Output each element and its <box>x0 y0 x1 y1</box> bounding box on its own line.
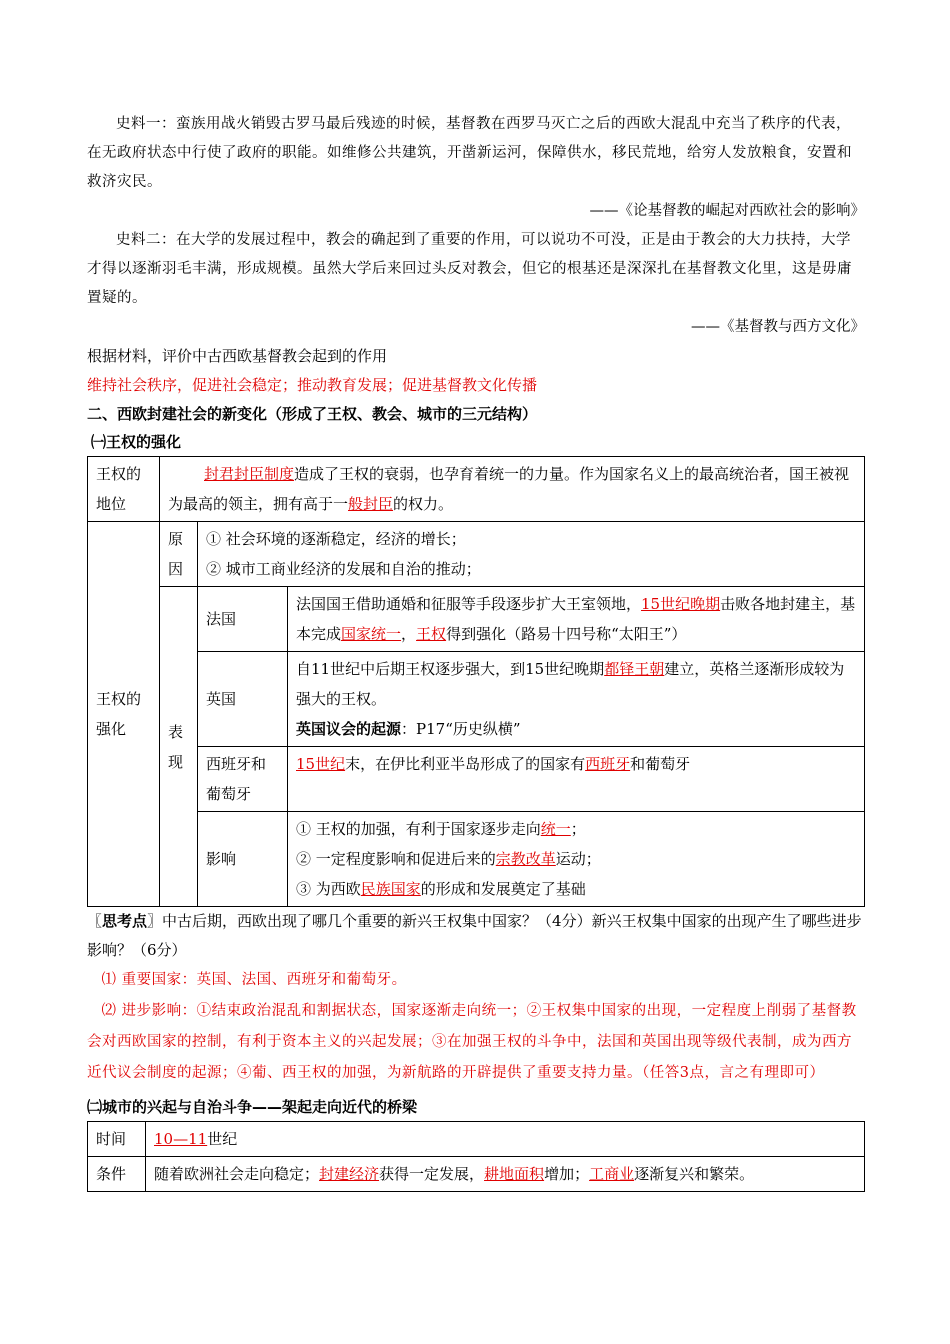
source-two-citation: ——《基督教与西方文化》 <box>691 319 865 335</box>
text: 增加； <box>544 1165 590 1183</box>
reason-content <box>198 522 865 587</box>
keyword: 15世纪晚期 <box>641 595 721 613</box>
text: ， <box>401 625 417 643</box>
think-label: 思考点 <box>102 912 148 930</box>
source-one-text: 史料一：蛮族用战火销毁古罗马最后残迹的时候，基督教在西罗马灭亡之后的西欧大混乱中充当了秩序的代表，在无政府状态中行使了政府的职能。如维修公共建筑，开凿新运河，保障供水，移民荒地，给穷人发放粮食，安置和救济灾民。 <box>87 116 852 190</box>
france-label: 法国 <box>198 587 288 652</box>
text: 的权力。 <box>393 495 454 513</box>
table-row <box>88 747 865 812</box>
think-answer-two: ⑵ 进步影响：①结束政治混乱和割据状态，国家逐渐走向统一；②王权集中国家的出现，一定程度上削弱了基督教会对西欧国家的控制，有利于资本主义的兴起发展；③在加强王权的斗争中，法国和英国出现等级代表制，成为西方近代议会制度的起源；④葡、西王权的加强，为新航路的开辟提供了重要支持力量。（任答3点，言之有理即可） <box>87 1003 857 1081</box>
royal-power-table <box>87 456 865 907</box>
parliament-origin-label: 英国议会的起源 <box>296 720 402 738</box>
source-two-text: 史料二：在大学的发展过程中，教会的确起到了重要的作用，可以说功不可没，正是由于教会的大力扶持，大学才得以逐渐羽毛丰满，形成规模。虽然大学后来回过头反对教会，但它的根基还是深深扎在基督教文化里，这是毋庸置疑的。 <box>87 232 852 306</box>
keyword: 王权 <box>416 625 447 643</box>
performance-label: 表现 <box>160 587 198 907</box>
keyword: 耕地面积 <box>484 1165 545 1183</box>
impact-item <box>296 874 856 904</box>
text: 和葡萄牙 <box>630 755 691 773</box>
table-row <box>88 457 865 522</box>
text: 获得一定发展， <box>379 1165 485 1183</box>
text: 法国国王借助通婚和征服等手段逐步扩大王室领地， <box>296 595 642 613</box>
keyword: 统一 <box>540 820 571 838</box>
impact-label: 影响 <box>198 812 288 907</box>
text: 得到强化（路易十四号称“太阳王”） <box>446 625 687 643</box>
think-point <box>87 907 865 965</box>
think-question: 中古后期，西欧出现了哪几个重要的新兴王权集中国家？（4分）新兴王权集中国家的出现产生了哪些进步影响？（6分） <box>87 912 862 959</box>
impact-content <box>288 812 865 907</box>
status-label: 王权的地位 <box>88 457 160 522</box>
keyword: 西班牙 <box>585 755 631 773</box>
text: ② 一定程度影响和促进后来的 <box>296 850 496 868</box>
subsection-two-title: ㈡城市的兴起与自治斗争——架起走向近代的桥梁 <box>87 1098 418 1116</box>
condition-content <box>146 1157 865 1192</box>
answer-one: 维持社会秩序，促进社会稳定；推动教育发展；促进基督教文化传播 <box>87 376 538 394</box>
think-answer-one: ⑴ 重要国家：英国、法国、西班牙和葡萄牙。 <box>101 972 407 988</box>
text: ③ 为西欧 <box>296 880 361 898</box>
reason-item: ② 城市工商业经济的发展和自治的推动； <box>206 560 481 578</box>
table-row <box>88 812 865 907</box>
keyword: 国家统一 <box>341 625 402 643</box>
table-row <box>88 1122 865 1157</box>
impact-item <box>296 844 856 874</box>
city-table <box>87 1121 865 1192</box>
keyword: 般封臣 <box>348 495 394 513</box>
table-row <box>88 587 865 652</box>
france-content <box>288 587 865 652</box>
document-page <box>87 110 865 1192</box>
text: 逐渐复兴和繁荣。 <box>634 1165 755 1183</box>
status-content <box>160 457 865 522</box>
table-row <box>88 522 865 587</box>
section-two-title: 二、西欧封建社会的新变化（形成了王权、教会、城市的三元结构） <box>87 405 538 423</box>
question-one: 根据材料，评价中古西欧基督教会起到的作用 <box>87 347 388 365</box>
keyword: 工商业 <box>589 1165 635 1183</box>
keyword: 封君封臣制度 <box>204 465 295 483</box>
text: 末，在伊比利亚半岛形成了的国家有 <box>345 755 586 773</box>
bracket: 〖 <box>87 912 103 930</box>
text: 的形成和发展奠定了基础 <box>420 880 586 898</box>
spain-content <box>288 747 865 812</box>
table-row <box>88 652 865 747</box>
keyword: 民族国家 <box>360 880 421 898</box>
bracket: 〗 <box>147 912 163 930</box>
england-label: 英国 <box>198 652 288 747</box>
keyword: 封建经济 <box>319 1165 380 1183</box>
subsection-one-title: ㈠王权的强化 <box>91 433 182 451</box>
keyword: 10—11 <box>154 1130 208 1148</box>
england-content <box>288 652 865 747</box>
table-row <box>88 1157 865 1192</box>
text: 随着欧洲社会走向稳定； <box>154 1165 320 1183</box>
source-one-citation: ——《论基督教的崛起对西欧社会的影响》 <box>589 203 865 219</box>
keyword: 15世纪 <box>296 755 346 773</box>
text: 造成了王权的衰弱，也孕育着统一的力量。作为国家名义上的最高统治者，国王被视为最高的领主，拥有高于一 <box>168 465 850 513</box>
text: 建立，英格兰逐渐形成较为强大的王权。 <box>296 660 845 708</box>
keyword: 都铎王朝 <box>604 660 665 678</box>
strength-label: 王权的强化 <box>88 522 160 907</box>
reason-item: ① 社会环境的逐渐稳定，经济的增长； <box>206 530 466 548</box>
time-label: 时间 <box>88 1122 146 1157</box>
text: 运动； <box>555 850 601 868</box>
reason-label: 原因 <box>160 522 198 587</box>
condition-label: 条件 <box>88 1157 146 1192</box>
text: 击败各地封建主，基本完成 <box>296 595 856 643</box>
text: ：P17“历史纵横” <box>401 720 521 738</box>
text: 自11世纪中后期王权逐步强大，到15世纪晚期 <box>296 660 605 678</box>
impact-item <box>296 814 856 844</box>
text: ① 王权的加强，有利于国家逐步走向 <box>296 820 541 838</box>
text: ； <box>570 820 586 838</box>
keyword: 宗教改革 <box>495 850 556 868</box>
text: 世纪 <box>207 1130 238 1148</box>
spain-label: 西班牙和葡萄牙 <box>198 747 288 812</box>
time-content <box>146 1122 865 1157</box>
